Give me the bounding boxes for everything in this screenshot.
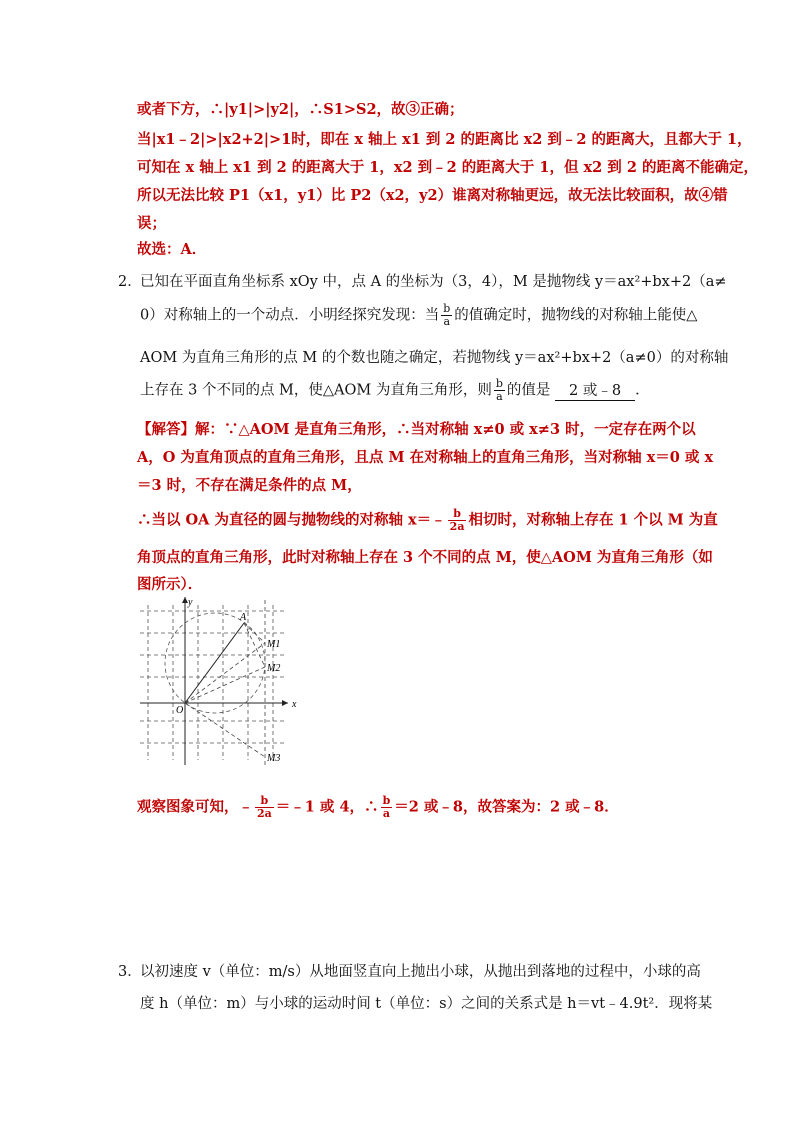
solution1-line2: 当|x1﹣2|>|x2+2|>1时，即在 x 轴上 x1 到 2 的距离比 x2 到﹣2 的距离大，且都大于 1， (137, 131, 752, 148)
fraction-b-over-a-3: $\frac{b}{a}$ (382, 794, 391, 820)
conclusion-text-a: 观察图象可知，﹣ (137, 798, 253, 816)
solution2-conclusion (137, 795, 619, 820)
solution2-line4-text-a: ∴当以 OA 为直径的圆与抛物线的对称轴 x＝﹣ (137, 511, 446, 529)
question2-line3: AOM 为直角三角形的点 M 的个数也随之确定，若抛物线 y＝ax²+bx+2（a≠0）的对称轴 (140, 350, 729, 366)
question2-line2 (140, 303, 697, 328)
fraction-b-over-a: $\frac{b}{a}$ (443, 302, 451, 328)
fraction-b-over-2a-2: $\frac{b}{2a}$ (257, 794, 272, 820)
question3-number: 3． (118, 964, 142, 980)
conclusion-text-b: ＝﹣1 或 4，∴ (275, 798, 379, 816)
solution1-line5: 误； (137, 215, 166, 232)
grid (140, 605, 285, 760)
y-label: y (188, 597, 193, 608)
o-label: O (176, 705, 184, 716)
question3-line1: 以初速度 v（单位：m/s）从地面竖直向上抛出小球，从抛出到落地的过程中，小球的高 (140, 964, 701, 980)
m1-label: M1 (267, 639, 281, 650)
solution1-line6: 故选：A． (137, 241, 207, 258)
fraction-b-over-2a: $\frac{b}{2a}$ (449, 507, 465, 533)
solution2-line5: 角顶点的直角三角形，此时对称轴上存在 3 个不同的点 M，使△AOM 为直角三角形（如 (137, 549, 713, 566)
question2-line4: 上存在 3 个不同的点 M，使△AOM 为直角三角形，则 $\frac{b}{a}$ 的值是 2 或﹣8 ． (140, 377, 650, 403)
x-axis-arrow (282, 700, 288, 706)
segment-oa (185, 623, 244, 703)
x-label: x (292, 699, 297, 710)
solution1-line3: 可知在 x 轴上 x1 到 2 的距离大于 1，x2 到﹣2 的距离大于 1，但 x2 到 2 的距离不能确定， (137, 159, 758, 176)
question2-line4-text-b: 的值是 (506, 382, 551, 399)
answer-blank: 2 或﹣8 (555, 379, 635, 401)
conclusion-text-c: ＝2 或﹣8，故答案为：2 或﹣8． (394, 798, 619, 816)
question2-line1: 已知在平面直角坐标系 xOy 中，点 A 的坐标为（3，4），M 是抛物线 y＝ax²+bx+2（a≠ (140, 274, 727, 290)
segment-om3 (185, 703, 265, 757)
solution1-line4: 所以无法比较 P1（x1，y1）比 P2（x2，y2）谁离对称轴更远，故无法比较面积，故④错 (137, 187, 728, 204)
solution2-line6: 图所示）． (137, 576, 203, 593)
solution2-line2: A，O 为直角顶点的直角三角形，且点 M 在对称轴上的直角三角形，当对称轴 x＝0 或 x (137, 449, 714, 466)
question2-line2-text-a: 0）对称轴上的一个动点．小明经探究发现：当 (140, 307, 440, 324)
segment-om2 (185, 667, 265, 703)
question2-line4-text-a: 上存在 3 个不同的点 M，使△AOM 为直角三角形，则 (140, 382, 492, 399)
question2-number: 2． (118, 274, 142, 290)
solution2-line4-text-b: 相切时，对称轴上存在 1 个以 M 为直 (468, 511, 718, 529)
m3-label: M3 (267, 753, 281, 764)
question3-line2: 度 h（单位：m）与小球的运动时间 t（单位：s）之间的关系式是 h＝vt﹣4.9t²．现将某 (140, 996, 713, 1012)
solution2-line4 (137, 508, 718, 533)
solution1-line1: 或者下方，∴|y1|>|y2|，∴S1>S2，故③正确； (137, 101, 464, 118)
fraction-b-over-a-2: $\frac{b}{a}$ (495, 377, 503, 403)
question2-line2-text-b: 的值确定时，抛物线的对称轴上能使△ (454, 307, 698, 324)
segment-om1 (185, 643, 265, 703)
solution2-line3: ＝3 时，不存在满足条件的点 M， (137, 477, 362, 494)
a-label: A (240, 612, 247, 623)
solution2-line1: 【解答】解：∵△AOM 是直角三角形，∴当对称轴 x≠0 或 x≠3 时，一定存在两个以 (137, 421, 696, 438)
geometry-figure (140, 595, 300, 770)
m2-label: M2 (267, 663, 281, 674)
